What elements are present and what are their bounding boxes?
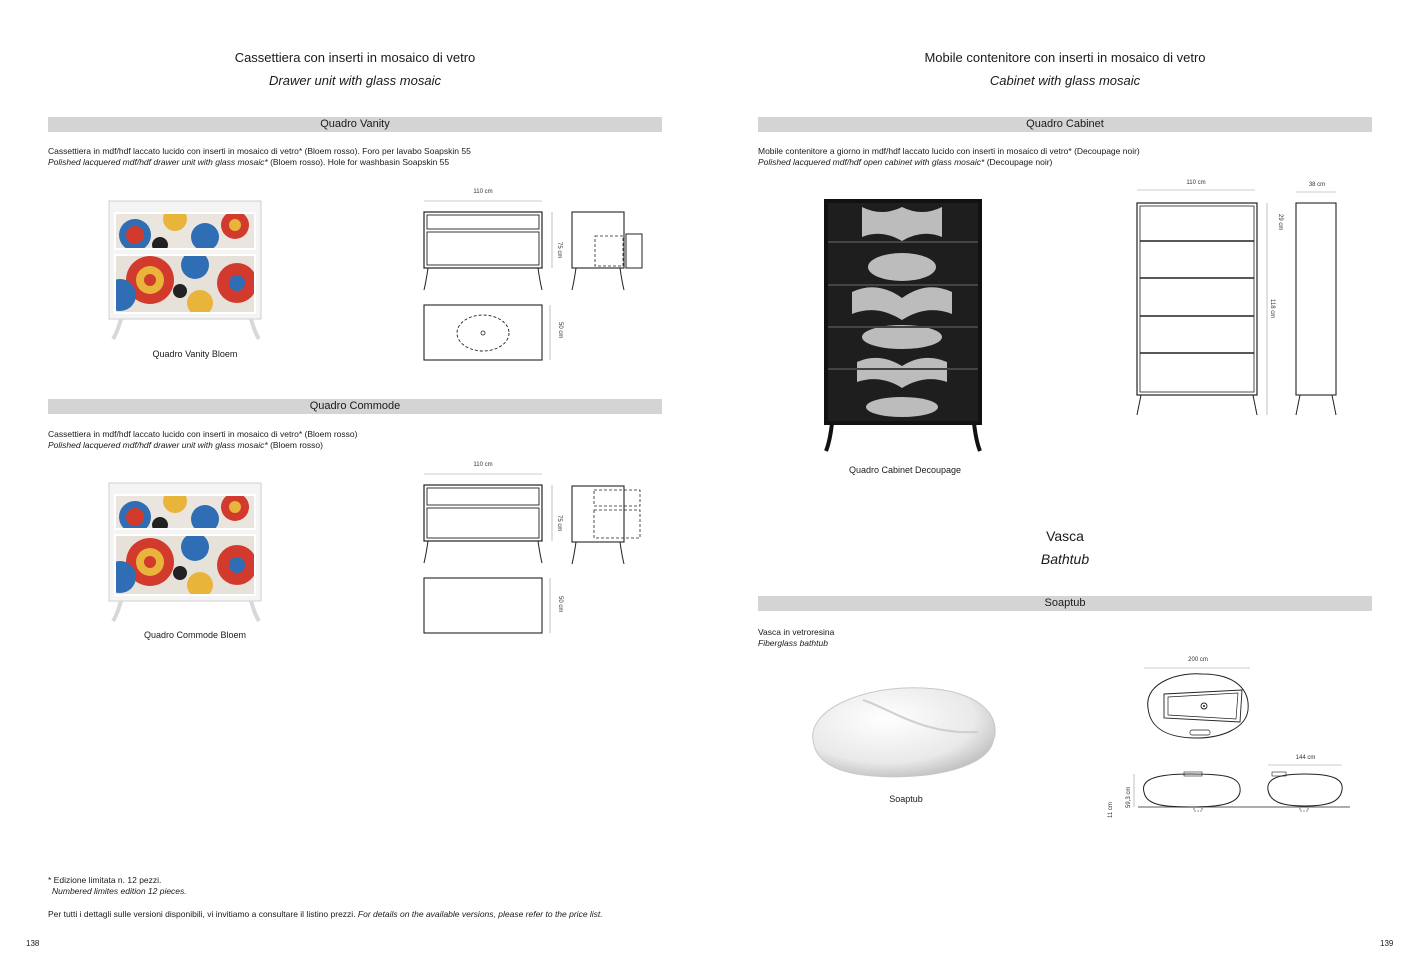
commode-description	[48, 429, 662, 451]
section-bar-quadro-cabinet: Quadro Cabinet	[758, 117, 1372, 132]
soaptub-dim-base: 11 cm	[1108, 802, 1114, 818]
vanity-dim-width: 110 cm	[473, 189, 493, 195]
soaptub-desc-it: Vasca in vetroresina	[758, 627, 835, 637]
cabinet-side-drawing	[1294, 191, 1342, 421]
cabinet-front-drawing	[1135, 189, 1280, 419]
commode-top-drawing	[424, 578, 554, 638]
commode-desc-it: Cassettiera in mdf/hdf laccato lucido con inserti in mosaico di vetro* (Bloem rosso)	[48, 429, 358, 439]
vanity-side-drawing	[570, 210, 650, 300]
section-bar-quadro-commode: Quadro Commode	[48, 399, 662, 414]
commode-caption: Quadro Commode Bloem	[143, 630, 247, 640]
details-note-it: Per tutti i dettagli sulle versioni disponibili, vi invitiamo a consultare il listino prezzi.	[48, 909, 358, 919]
commode-side-drawing	[570, 484, 650, 574]
cabinet-dim-shelf: 29 cm	[1277, 214, 1283, 231]
vanity-desc-it: Cassettiera in mdf/hdf laccato lucido con inserti in mosaico di vetro* (Bloem rosso). Foro per lavabo Soapskin 55	[48, 146, 471, 156]
cabinet-dim-width: 110 cm	[1186, 180, 1206, 186]
footnote-en: Numbered limites edition 12 pieces.	[52, 886, 187, 896]
commode-dim-depth: 50 cm	[557, 596, 563, 613]
soaptub-caption: Soaptub	[889, 794, 923, 804]
commode-desc-en-italic: Polished lacquered mdf/hdf drawer unit with glass mosaic*	[48, 440, 268, 450]
vanity-photo	[105, 195, 285, 345]
cabinet-photo	[822, 197, 987, 462]
soaptub-dim-length: 200 cm	[1188, 657, 1208, 663]
left-title-it: Cassettiera con inserti in mosaico di vetro	[234, 50, 476, 65]
footnote-limited-edition	[48, 875, 448, 897]
page-number-right: 139	[1380, 939, 1394, 948]
cabinet-desc-en	[758, 157, 1372, 168]
cabinet-desc-it: Mobile contenitore a giorno in mdf/hdf laccato lucido con inserti in mosaico di vetro* (Decoupage noir)	[758, 146, 1140, 156]
cabinet-description	[758, 146, 1372, 168]
page-number-left: 138	[26, 939, 40, 948]
bath-title-en: Bathtub	[1040, 551, 1090, 567]
cabinet-caption: Quadro Cabinet Decoupage	[848, 465, 962, 475]
commode-photo	[105, 477, 285, 627]
soaptub-desc-en: Fiberglass bathtub	[758, 638, 828, 648]
footnote-it: * Edizione limitata n. 12 pezzi.	[48, 875, 162, 885]
section-bar-soaptub: Soaptub	[758, 596, 1372, 611]
commode-dim-width: 110 cm	[473, 462, 493, 468]
details-note-en: For details on the available versions, please refer to the price list.	[357, 909, 603, 919]
vanity-caption: Quadro Vanity Bloem	[152, 349, 238, 359]
section-bar-quadro-vanity: Quadro Vanity	[48, 117, 662, 132]
commode-front-drawing	[420, 471, 550, 571]
commode-desc-en	[48, 440, 662, 451]
vanity-top-drawing	[424, 305, 554, 365]
right-title-en: Cabinet with glass mosaic	[989, 73, 1141, 88]
bath-title-it: Vasca	[1046, 528, 1084, 544]
vanity-desc-en	[48, 157, 662, 168]
cabinet-dim-depth: 38 cm	[1308, 182, 1326, 188]
soaptub-top-drawing	[1142, 666, 1254, 746]
vanity-desc-en-italic: Polished lacquered mdf/hdf drawer unit with glass mosaic*	[48, 157, 268, 167]
commode-desc-en-rest: (Bloem rosso)	[267, 440, 323, 450]
right-title-it: Mobile contenitore con inserti in mosaico di vetro	[924, 50, 1206, 65]
vanity-dim-depth: 50 cm	[557, 322, 563, 339]
soaptub-dim-height: 59,3 cm	[1126, 786, 1132, 808]
cabinet-dim-height: 118 cm	[1269, 299, 1275, 319]
vanity-desc-en-rest: (Bloem rosso). Hole for washbasin Soapskin 55	[267, 157, 450, 167]
vanity-description	[48, 146, 662, 168]
vanity-front-drawing	[420, 198, 550, 298]
soaptub-description	[758, 627, 1158, 649]
vanity-dim-height: 75 cm	[556, 242, 562, 259]
soaptub-photo	[803, 680, 1003, 785]
details-note	[48, 909, 688, 920]
left-title-en: Drawer unit with glass mosaic	[269, 73, 441, 88]
soaptub-dim-width: 144 cm	[1295, 755, 1316, 761]
cabinet-desc-en-italic: Polished lacquered mdf/hdf open cabinet with glass mosaic*	[758, 157, 985, 167]
cabinet-desc-en-rest: (Decoupage noir)	[984, 157, 1053, 167]
soaptub-side-drawings	[1130, 764, 1352, 816]
commode-dim-height: 75 cm	[556, 515, 562, 532]
